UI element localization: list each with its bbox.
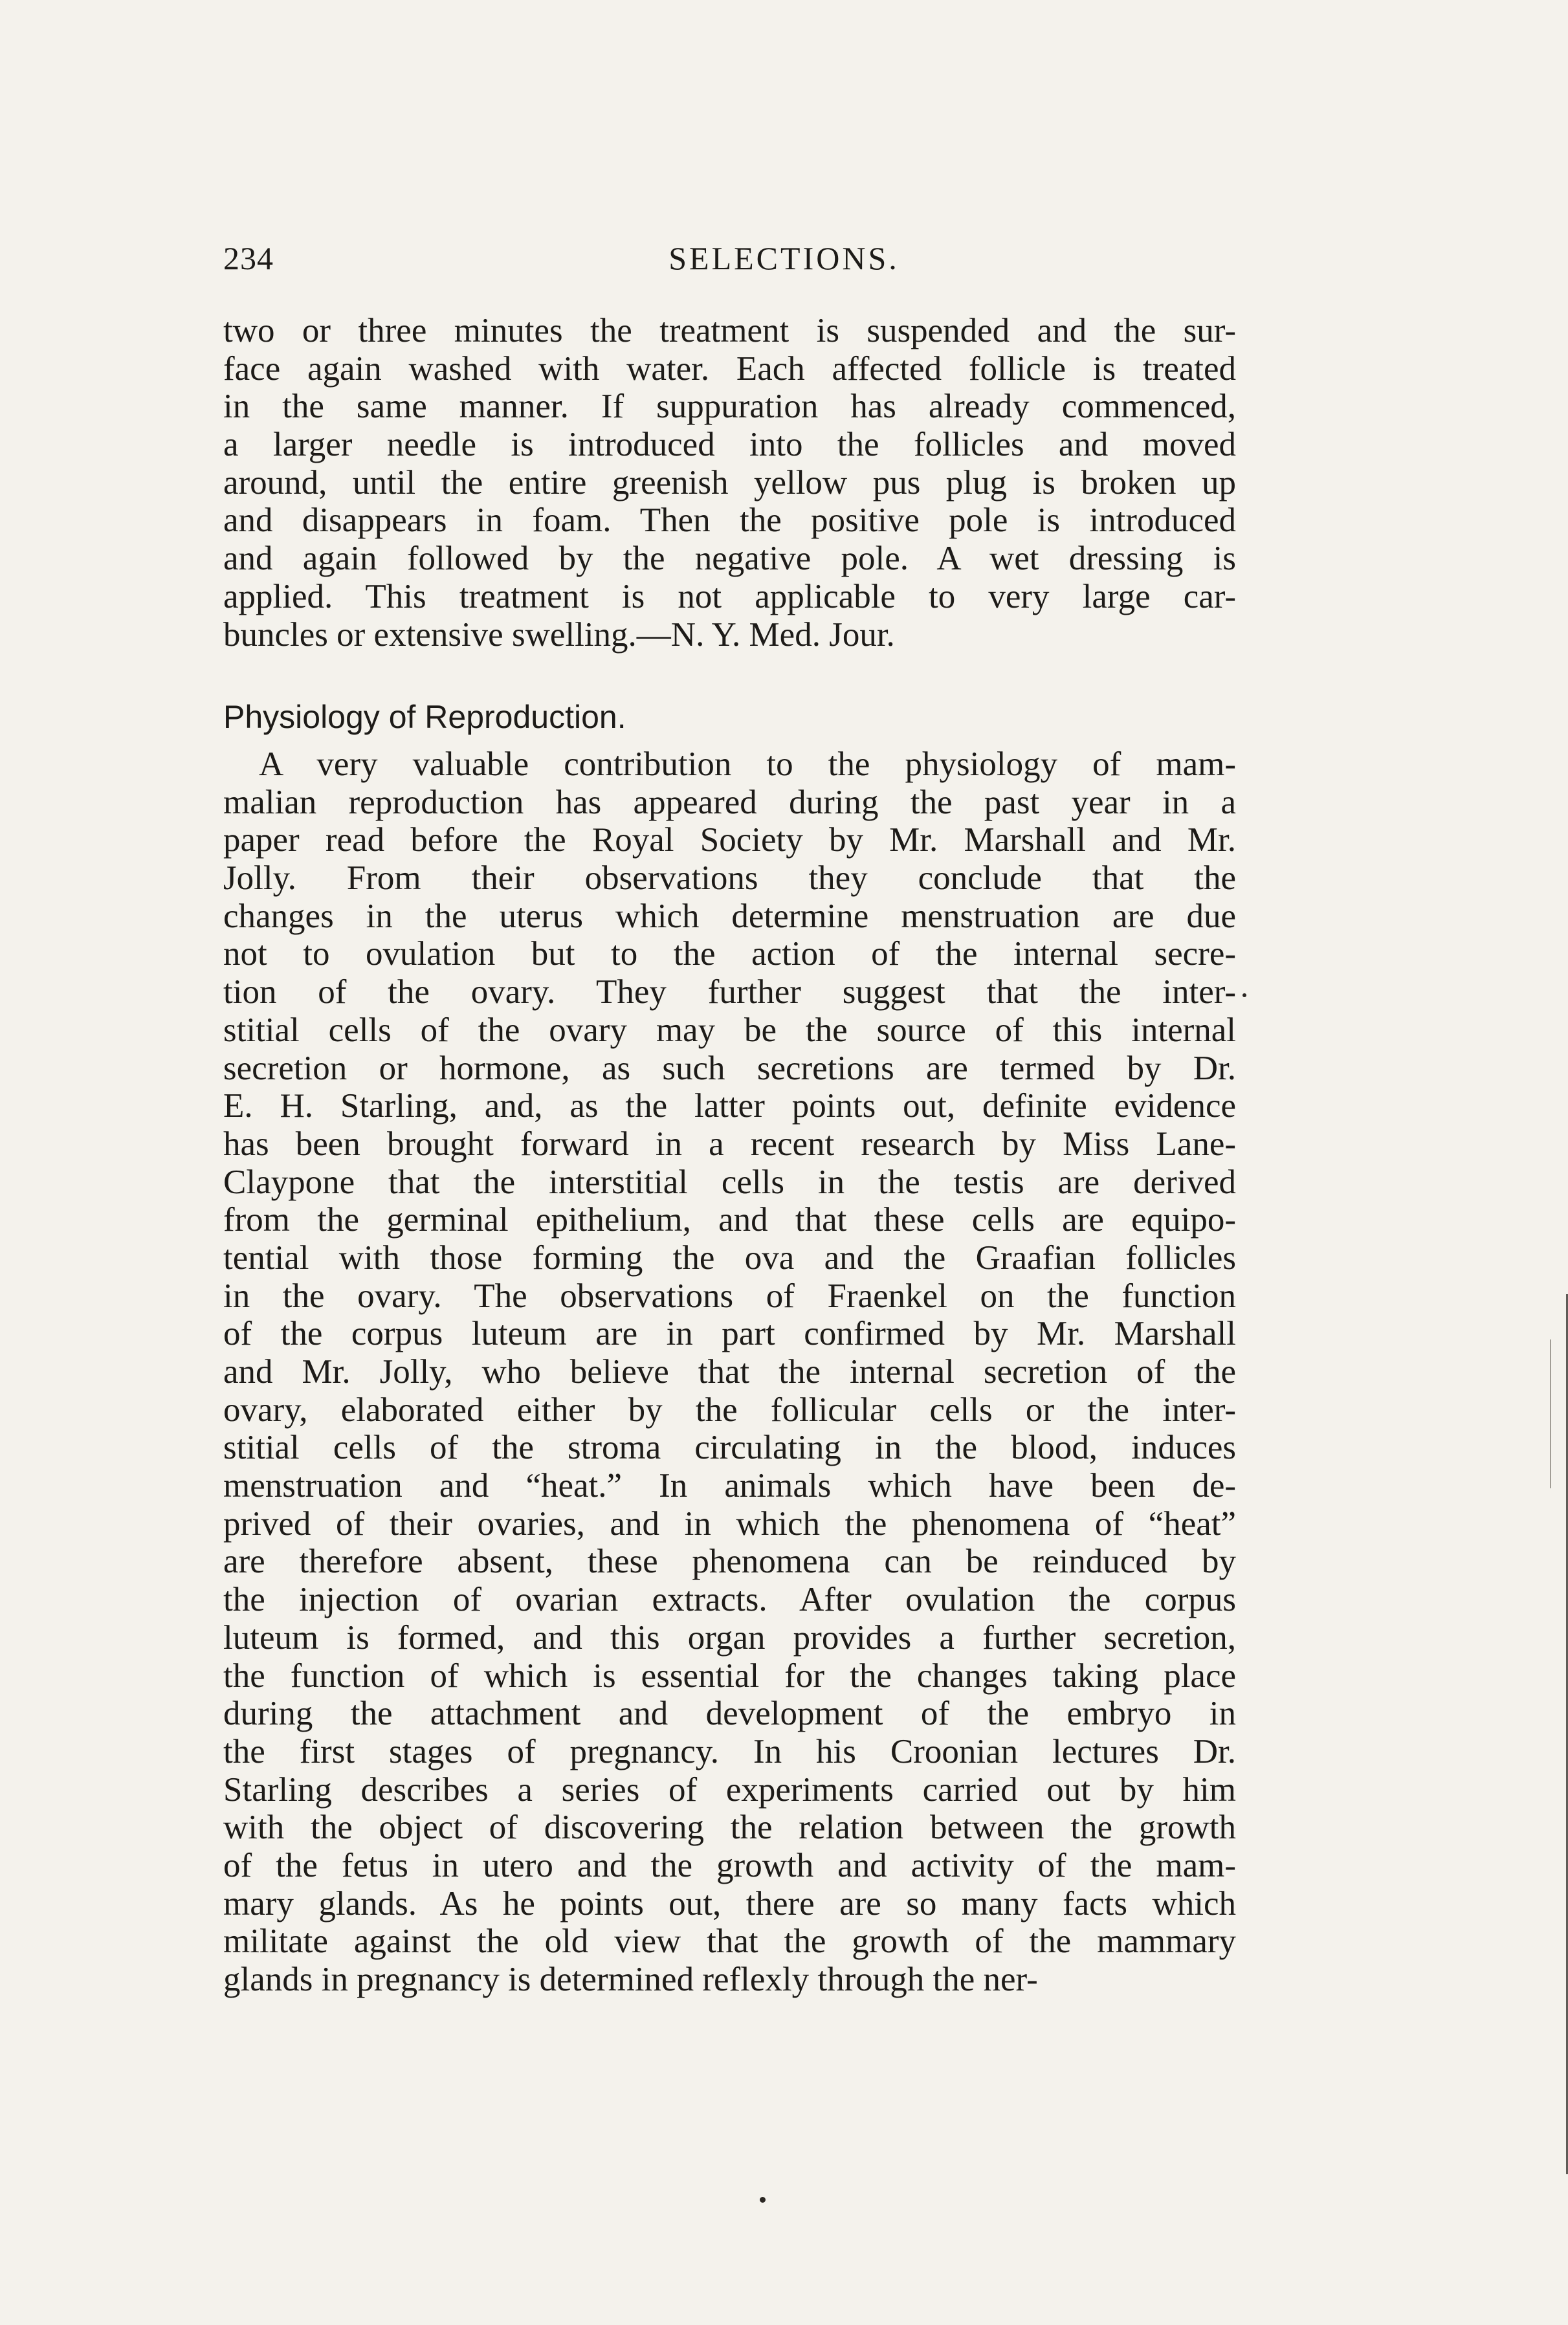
text-line: buncles or extensive swelling.—N. Y. Med. Jour.: [223, 615, 895, 654]
text-line: around, until the entire greenish yellow pus plug is broken up: [223, 463, 1236, 501]
running-head: SELECTIONS.: [668, 240, 900, 276]
text-line: in the same manner. If suppuration has already commenced,: [223, 388, 1236, 426]
text-line: malian reproduction has appeared during the past year in a: [223, 783, 1236, 821]
text-line: are therefore absent, these phenomena can be reinduced by: [223, 1543, 1236, 1581]
section-heading: Physiology of Reproduction.: [223, 699, 626, 735]
section-paragraph: [223, 745, 1236, 1999]
text-line: ovary, elaborated either by the follicular cells or the inter-: [223, 1391, 1236, 1429]
text-line: Claypone that the interstitial cells in the testis are derived: [223, 1163, 1236, 1201]
text-line: in the ovary. The observations of Fraenkel on the function: [223, 1277, 1236, 1315]
text-line: two or three minutes the treatment is suspended and the sur-: [223, 312, 1236, 349]
text-line: a larger needle is introduced into the follicles and moved: [223, 426, 1236, 464]
text-line: face again washed with water. Each affected follicle is treated: [223, 349, 1236, 388]
text-line: luteum is formed, and this organ provides a further secretion,: [223, 1618, 1236, 1657]
scan-edge-rule-faint: [1550, 1339, 1551, 1488]
text-line: the function of which is essential for the changes taking place: [223, 1657, 1236, 1695]
text-line: prived of their ovaries, and in which the phenomena of “heat”: [223, 1504, 1236, 1543]
text-line: menstruation and “heat.” In animals which have been de-: [223, 1467, 1236, 1505]
text-line: changes in the uterus which determine menstruation are due: [223, 897, 1236, 935]
text-line: stitial cells of the stroma circulating in the blood, induces: [223, 1429, 1236, 1467]
text-line: and Mr. Jolly, who believe that the internal secretion of the: [223, 1353, 1236, 1391]
text-line: applied. This treatment is not applicable to very large car-: [223, 577, 1236, 615]
text-line: of the corpus luteum are in part confirmed by Mr. Marshall: [223, 1315, 1236, 1353]
text-line: the first stages of pregnancy. In his Croonian lectures Dr.: [223, 1732, 1236, 1770]
text-line: tential with those forming the ova and the Graafian follicles: [223, 1239, 1236, 1277]
text-line: not to ovulation but to the action of the internal secre-: [223, 935, 1236, 973]
text-line: E. H. Starling, and, as the latter points out, definite evidence: [223, 1087, 1236, 1125]
text-line: with the object of discovering the relation between the growth: [223, 1809, 1236, 1847]
text-line: and disappears in foam. Then the positive pole is introduced: [223, 501, 1236, 540]
text-line: tion of the ovary. They further suggest that the inter-: [223, 973, 1236, 1011]
ink-speck: [760, 2197, 766, 2203]
text-line: has been brought forward in a recent research by Miss Lane-: [223, 1125, 1236, 1163]
text-line: paper read before the Royal Society by Mr. Marshall and Mr.: [223, 821, 1236, 859]
text-line: the injection of ovarian extracts. After ovulation the corpus: [223, 1581, 1236, 1619]
text-line: A very valuable contribution to the physiology of mam-: [259, 745, 1236, 783]
text-line: stitial cells of the ovary may be the source of this internal: [223, 1011, 1236, 1049]
text-line: and again followed by the negative pole. A wet dressing is: [223, 540, 1236, 578]
text-line: Starling describes a series of experiments carried out by him: [223, 1770, 1236, 1809]
text-line: glands in pregnancy is determined reflexly through the ner-: [223, 1961, 1038, 1998]
text-line: mary glands. As he points out, there are so many facts which: [223, 1884, 1236, 1923]
ink-speck: [1242, 993, 1246, 997]
text-line: secretion or hormone, as such secretions are termed by Dr.: [223, 1049, 1236, 1087]
text-line: Jolly. From their observations they conclude that the: [223, 859, 1236, 898]
text-line: during the attachment and development of the embryo in: [223, 1695, 1236, 1733]
text-line: militate against the old view that the growth of the mammary: [223, 1923, 1236, 1961]
text-line: from the germinal epithelium, and that these cells are equipo-: [223, 1201, 1236, 1239]
page-number: 234: [223, 240, 274, 276]
text-line: of the fetus in utero and the growth and activity of the mam-: [223, 1846, 1236, 1884]
continued-paragraph: [223, 312, 1236, 654]
